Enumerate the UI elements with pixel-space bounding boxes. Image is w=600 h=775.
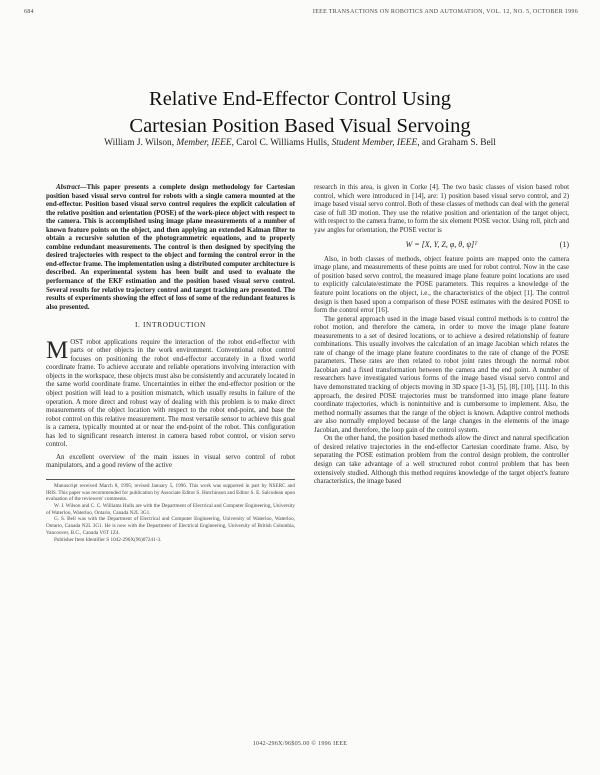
abstract-text: —This paper presents a complete design methodology for Cartesian position based visual servo control for robots with a single camera mounted at the end-effector. Position based visual servo control requires the explicit calculation of the relative position and orientation (POSE) of the work-piece object with respect to the camera. This is accomplished using image plane measurements of a number of known feature points on the object, and then applying an extended Kalman filter to obtain a recursive solution of the photogrammetric equations, and to properly combine redundant measurements. The control is then designed by specifying the desired trajectories with respect to the object and forming the control error in the end-effector frame. The implementation using a distributed computer architecture is described. An experimental system has been built and used to evaluate the performance of the EKF estimation and the position based visual servo control. Several results for relative trajectory control and target tracking are presented. The results of experiments showing the effect of loss of some of the redundant features is also presented. xyxy=(46,184,295,311)
author-1: William J. Wilson, xyxy=(104,138,175,148)
copyright-footer: 1042-296X/96$05.00 © 1996 IEEE xyxy=(252,741,348,747)
author-3: , and Graham S. Bell xyxy=(417,138,496,148)
right-column xyxy=(314,184,569,487)
footnote-affiliation-2: G. S. Bell was with the Department of Electrical and Computer Engineering, University of Waterloo, Waterloo, Ontario, Canada N2L 3G1. He is now with the Department of Electrical Engineering, University of British Columbia, Vancouver, B.C., Canada V6T 1Z4. xyxy=(46,516,295,536)
author-2-role: Student Member, IEEE xyxy=(331,138,418,148)
right-paragraph-2: Also, in both classes of methods, object feature points are mapped onto the camera image plane, and measurements of these points are used for robot control. Now in the case of position based servo control, the measured image plane feature point locations are used to explicitly calculate/estimate the POSE parameters. This requires a knowledge of the feature point locations on the object, i.e., the characteristics of the object [1]. The control design is then based upon a comparison of these POSE estimates with the desired POSE to form the control error [16]. xyxy=(314,255,569,315)
journal-name: IEEE TRANSACTIONS ON ROBOTICS AND AUTOMATION, VOL. 12, NO. 5, OCTOBER 1996 xyxy=(312,9,578,15)
equation-1 xyxy=(314,241,569,250)
footnote-identifier: Publisher Item Identifier S 1042-296X(96)07241-3. xyxy=(54,536,162,543)
right-paragraph-4: On the other hand, the position based methods allow the direct and natural specification of desired relative trajectories in the end-effector Cartesian coordinate frame. Also, by separating the POSE estimation problem from the control design problem, the controller design can take advantage of a well structured robot control problem that has been extensively studied. Although this method requires knowledge of the target object's feature characteristics, the image based xyxy=(314,435,569,486)
section-heading-introduction: I. INTRODUCTION xyxy=(135,320,206,330)
title-line-2: Cartesian Position Based Visual Servoing xyxy=(129,115,471,137)
right-paragraph-3: The general approach used in the image based visual control methods is to control the robot motion, and therefore the camera, in order to move the image plane feature measurements to a set of desired locations, or to achieve a desired relationship of feature combinations. This usually involves the calculation of an image Jacobian which relates the rate of change of the image plane feature coordinates to the rate of change of the POSE parameters. These rates are then related to robot joint rates through the normal robot Jacobian and a fixed transformation between the camera and the end point. A number of researchers have investigated various forms of the image based visual servo control and have demonstrated tracking of objects moving in 3D space [1-3], [5], [8], [10], [11]. In this approach, the desired POSE trajectories must be transformed into image plane feature coordinate trajectories, which is nonintuitive and is cumbersome to implement. Also, the method normally assumes that the range of the object is known. Adaptive control methods are also normally employed because of the large changes in the elements of the image Jacobian, and therefore, the loop gain of the control system. xyxy=(314,315,569,434)
intro-paragraph-1-text: OST robot applications require the interaction of the robot end-effector with parts or other objects in the work environment. Conventional robot control focuses on positioning the robot end-effector accurately in a fixed world coordinate frame. To achieve accurate and reliable operations involving interaction with objects in the workspace, these objects must also be consistently and accurately located in the same world coordinate frame. Uncertainties in either the end-effector position or the object position will lead to a position mismatch, which usually results in failure of the operation. A more direct and robust way of dealing with this problem is to make direct measurements of the object location with respect to the robot end-point, and base the robot control on this relative measurement. The most versatile sensor to achieve this goal is a camera, typically mounted at or near the end-point of the robot. This configuration has led to significant research interest in camera based robot control, or vision servo control. xyxy=(46,338,295,449)
right-paragraph-1: research in this area, is given in Corke [4]. The two basic classes of vision based robot control, which were introduced in [14], are: 1) position based visual servo control, and 2) image based visual servo control. Both of these classes of methods can deal with the general case of full 3D motion. They use the relative position and orientation of the target object, with respect to the camera frame, to form the six element POSE vector. Using roll, pitch and yaw angles for orientation, the POSE vector is xyxy=(314,184,569,234)
equation-1-body: W = [X, Y, Z, φ, θ, ψ]ᵀ xyxy=(405,240,478,250)
equation-1-number: (1) xyxy=(559,240,569,250)
author-list xyxy=(0,138,600,148)
left-column xyxy=(46,184,295,543)
abstract-lead: Abstract xyxy=(56,184,80,191)
author-2: , Carol C. Williams Hulls, xyxy=(231,138,330,148)
abstract xyxy=(46,184,295,312)
page-number: 684 xyxy=(24,9,34,15)
title-line-1: Relative End-Effector Control Using xyxy=(149,88,451,110)
footnote-manuscript: Manuscript received March 8, 1995; revised January 5, 1996. This work was supported in part by NSERC and IRIS. This paper was recommended for publication by Associate Editor S. Hutchinson and Editor S. E. Salcudean upon evaluation of the reviewers' comments. xyxy=(46,482,295,503)
intro-paragraph-1 xyxy=(46,336,295,450)
author-1-role: Member, IEEE xyxy=(176,138,232,148)
footnote-affiliation-1: W. J. Wilson and C. C. Williams Hulls are with the Department of Electrical and Computer Engineering, University of Waterloo, Waterloo, Ontario, Canada N2L 3G1. xyxy=(46,503,295,516)
drop-cap: M xyxy=(46,336,69,364)
footnotes xyxy=(46,479,295,543)
paper-title xyxy=(0,86,600,140)
intro-paragraph-2: An excellent overview of the main issues in visual servo control of robot manipulators, and a good review of the active xyxy=(46,453,295,470)
